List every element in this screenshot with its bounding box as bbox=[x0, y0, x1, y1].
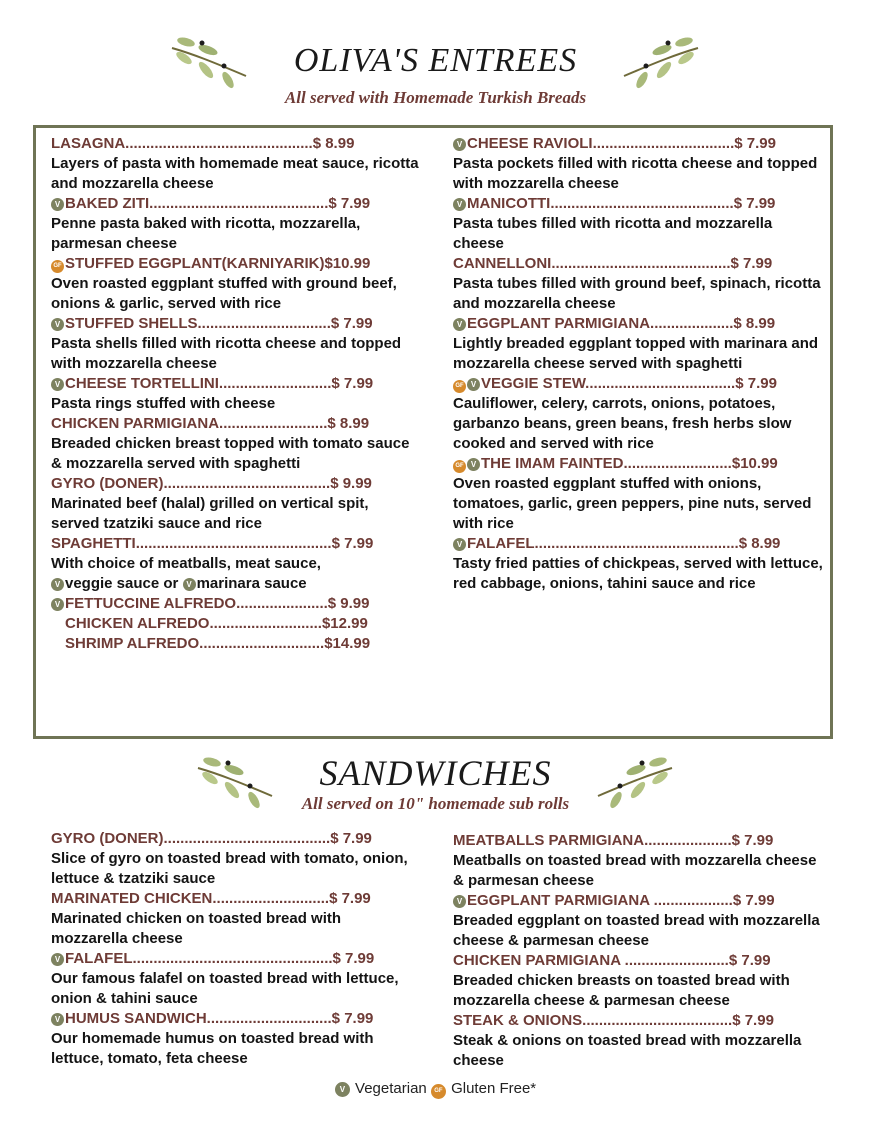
menu-item bbox=[453, 891, 823, 951]
menu-item bbox=[453, 831, 823, 891]
menu-item bbox=[453, 374, 823, 454]
menu-item bbox=[453, 1011, 823, 1071]
legend-gluten-free-label: Gluten Free* bbox=[446, 1080, 537, 1097]
menu-item bbox=[453, 454, 823, 534]
menu-item-description: Breaded chicken breasts on toasted bread with mozzarella cheese & parmesan cheese bbox=[453, 972, 790, 1009]
gluten-free-icon: GF bbox=[453, 460, 466, 473]
menu-item-name: CHICKEN PARMIGIANA .........................$ 7.99 bbox=[453, 952, 771, 969]
menu-item-description: Breaded eggplant on toasted bread with mozzarella cheese & parmesan cheese bbox=[453, 912, 820, 949]
menu-item bbox=[51, 889, 421, 949]
sandwiches-title: SANDWICHES bbox=[319, 753, 552, 793]
vegetarian-icon: V bbox=[467, 378, 480, 391]
vegetarian-icon: V bbox=[51, 953, 64, 966]
menu-item-name: CHICKEN PARMIGIANA..........................$ 8.99 bbox=[51, 415, 370, 432]
entrees-left-column bbox=[51, 134, 421, 654]
menu-item-name: CANNELLONI...........................................$ 7.99 bbox=[453, 255, 773, 272]
menu-item bbox=[51, 574, 421, 594]
vegetarian-icon: V bbox=[51, 578, 64, 591]
vegetarian-icon: V bbox=[51, 598, 64, 611]
menu-item bbox=[453, 534, 823, 594]
gluten-free-icon: GF bbox=[453, 380, 466, 393]
vegetarian-icon: V bbox=[51, 1013, 64, 1026]
menu-item-name: STUFFED SHELLS................................$ 7.99 bbox=[65, 315, 373, 332]
menu-item-name: THE IMAM FAINTED..........................$10.99 bbox=[481, 455, 778, 472]
menu-item bbox=[51, 474, 421, 534]
menu-item-name: MEATBALLS PARMIGIANA.....................$ 7.99 bbox=[453, 832, 774, 849]
vegetarian-icon: V bbox=[51, 378, 64, 391]
menu-item bbox=[453, 314, 823, 374]
sandwiches-right-column bbox=[453, 831, 823, 1071]
menu-item bbox=[51, 374, 421, 414]
menu-item-variant: CHICKEN ALFREDO...........................$12.99 bbox=[65, 615, 368, 632]
legend-vegetarian-label: Vegetarian bbox=[350, 1080, 431, 1097]
menu-item-name: FALAFEL................................................$ 7.99 bbox=[65, 950, 375, 967]
menu-item-description: Pasta tubes filled with ground beef, spinach, ricotta and mozzarella cheese bbox=[453, 275, 821, 312]
menu-item-name: CHEESE RAVIOLI..................................$ 7.99 bbox=[467, 135, 776, 152]
menu-item-description: Tasty fried patties of chickpeas, served with lettuce, red cabbage, onions, tahini sauce and rice bbox=[453, 555, 823, 592]
menu-item-description: Pasta tubes filled with ricotta and mozzarella cheese bbox=[453, 215, 773, 252]
menu-item-option: marinara sauce bbox=[196, 575, 307, 592]
menu-item bbox=[51, 254, 421, 314]
menu-item-name: MANICOTTI............................................$ 7.99 bbox=[467, 195, 776, 212]
menu-item bbox=[453, 194, 823, 254]
menu-item-name: MARINATED CHICKEN............................$ 7.99 bbox=[51, 890, 371, 907]
vegetarian-icon: V bbox=[467, 458, 480, 471]
vegetarian-icon: V bbox=[453, 538, 466, 551]
menu-item bbox=[51, 594, 421, 654]
menu-item-name: GYRO (DONER)........................................$ 7.99 bbox=[51, 830, 372, 847]
menu-item-description: Our famous falafel on toasted bread with lettuce, onion & tahini sauce bbox=[51, 970, 399, 1007]
menu-item bbox=[51, 534, 421, 574]
entrees-subtitle: All served with Homemade Turkish Breads bbox=[284, 88, 587, 107]
menu-item-description: Pasta rings stuffed with cheese bbox=[51, 395, 276, 412]
menu-item-variant: SHRIMP ALFREDO..............................$14.99 bbox=[65, 635, 371, 652]
menu-item-name: GYRO (DONER)........................................$ 9.99 bbox=[51, 475, 372, 492]
menu-item-description: Pasta pockets filled with ricotta cheese and topped with mozzarella cheese bbox=[453, 155, 818, 192]
sandwiches-subtitle: All served on 10" homemade sub rolls bbox=[301, 794, 570, 813]
menu-item bbox=[51, 1009, 421, 1069]
menu-item bbox=[453, 951, 823, 1011]
menu-item-description: Breaded chicken breast topped with tomato sauce & mozzarella served with spaghetti bbox=[51, 435, 410, 472]
menu-item bbox=[453, 254, 823, 314]
menu-item bbox=[51, 829, 421, 889]
menu-item-description: Slice of gyro on toasted bread with tomato, onion, lettuce & tzatziki sauce bbox=[51, 850, 408, 887]
vegetarian-icon: V bbox=[453, 198, 466, 211]
sandwiches-left-column bbox=[51, 829, 421, 1069]
menu-item-description: Oven roasted eggplant stuffed with onions, tomatoes, garlic, green peppers, pine nuts, served with rice bbox=[453, 475, 812, 532]
menu-item-description: With choice of meatballs, meat sauce, bbox=[51, 555, 321, 572]
menu-item-name: EGGPLANT PARMIGIANA ...................$ 7.99 bbox=[467, 892, 775, 909]
menu-item-name: SPAGHETTI...............................................$ 7.99 bbox=[51, 535, 374, 552]
menu-item bbox=[51, 414, 421, 474]
menu-item-description: Steak & onions on toasted bread with mozzarella cheese bbox=[453, 1032, 802, 1069]
menu-item-description: Marinated chicken on toasted bread with mozzarella cheese bbox=[51, 910, 342, 947]
vegetarian-icon: V bbox=[335, 1082, 350, 1097]
menu-item-description: Layers of pasta with homemade meat sauce, ricotta and mozzarella cheese bbox=[51, 155, 419, 192]
menu-item-name: EGGPLANT PARMIGIANA....................$ 8.99 bbox=[467, 315, 776, 332]
gluten-free-icon: GF bbox=[431, 1084, 446, 1099]
menu-item-description: Lightly breaded eggplant topped with marinara and mozzarella cheese served with spaghetti bbox=[453, 335, 819, 372]
menu-item-description: Oven roasted eggplant stuffed with ground beef, onions & garlic, served with rice bbox=[51, 275, 397, 312]
menu-item-name: STEAK & ONIONS....................................$ 7.99 bbox=[453, 1012, 774, 1029]
menu-item bbox=[51, 194, 421, 254]
menu-item bbox=[51, 314, 421, 374]
dietary-legend bbox=[0, 1080, 871, 1099]
gluten-free-icon: GF bbox=[51, 260, 64, 273]
vegetarian-icon: V bbox=[51, 198, 64, 211]
menu-item bbox=[51, 949, 421, 1009]
entrees-title: OLIVA'S ENTREES bbox=[293, 42, 578, 79]
menu-item-description: Our homemade humus on toasted bread with lettuce, tomato, feta cheese bbox=[51, 1030, 374, 1067]
menu-item-option: veggie sauce or bbox=[65, 575, 183, 592]
vegetarian-icon: V bbox=[51, 318, 64, 331]
menu-item-name: FETTUCCINE ALFREDO......................$ 9.99 bbox=[65, 595, 370, 612]
menu-item-name: CHEESE TORTELLINI...........................$ 7.99 bbox=[65, 375, 374, 392]
menu-item-description: Cauliflower, celery, carrots, onions, potatoes, garbanzo beans, green beans, fresh herbs slow cooked and served with rice bbox=[453, 395, 792, 452]
menu-item-description: Pasta shells filled with ricotta cheese and topped with mozzarella cheese bbox=[51, 335, 402, 372]
menu-item-name: VEGGIE STEW....................................$ 7.99 bbox=[481, 375, 777, 392]
menu-item-description: Meatballs on toasted bread with mozzarella cheese & parmesan cheese bbox=[453, 852, 817, 889]
menu-item bbox=[51, 134, 421, 194]
vegetarian-icon: V bbox=[453, 138, 466, 151]
menu-item-name: HUMUS SANDWICH..............................$ 7.99 bbox=[65, 1010, 374, 1027]
entrees-right-column bbox=[453, 134, 823, 594]
menu-item-name: FALAFEL.................................................$ 8.99 bbox=[467, 535, 781, 552]
vegetarian-icon: V bbox=[453, 318, 466, 331]
menu-item-description: Marinated beef (halal) grilled on vertical spit, served tzatziki sauce and rice bbox=[51, 495, 369, 532]
menu-item-name: STUFFED EGGPLANT(KARNIYARIK)$10.99 bbox=[65, 255, 371, 272]
menu-item-name: LASAGNA.............................................$ 8.99 bbox=[51, 135, 355, 152]
vegetarian-icon: V bbox=[183, 578, 196, 591]
menu-item-name: BAKED ZITI...........................................$ 7.99 bbox=[65, 195, 371, 212]
vegetarian-icon: V bbox=[453, 895, 466, 908]
menu-item-description: Penne pasta baked with ricotta, mozzarella, parmesan cheese bbox=[51, 215, 361, 252]
menu-item bbox=[453, 134, 823, 194]
